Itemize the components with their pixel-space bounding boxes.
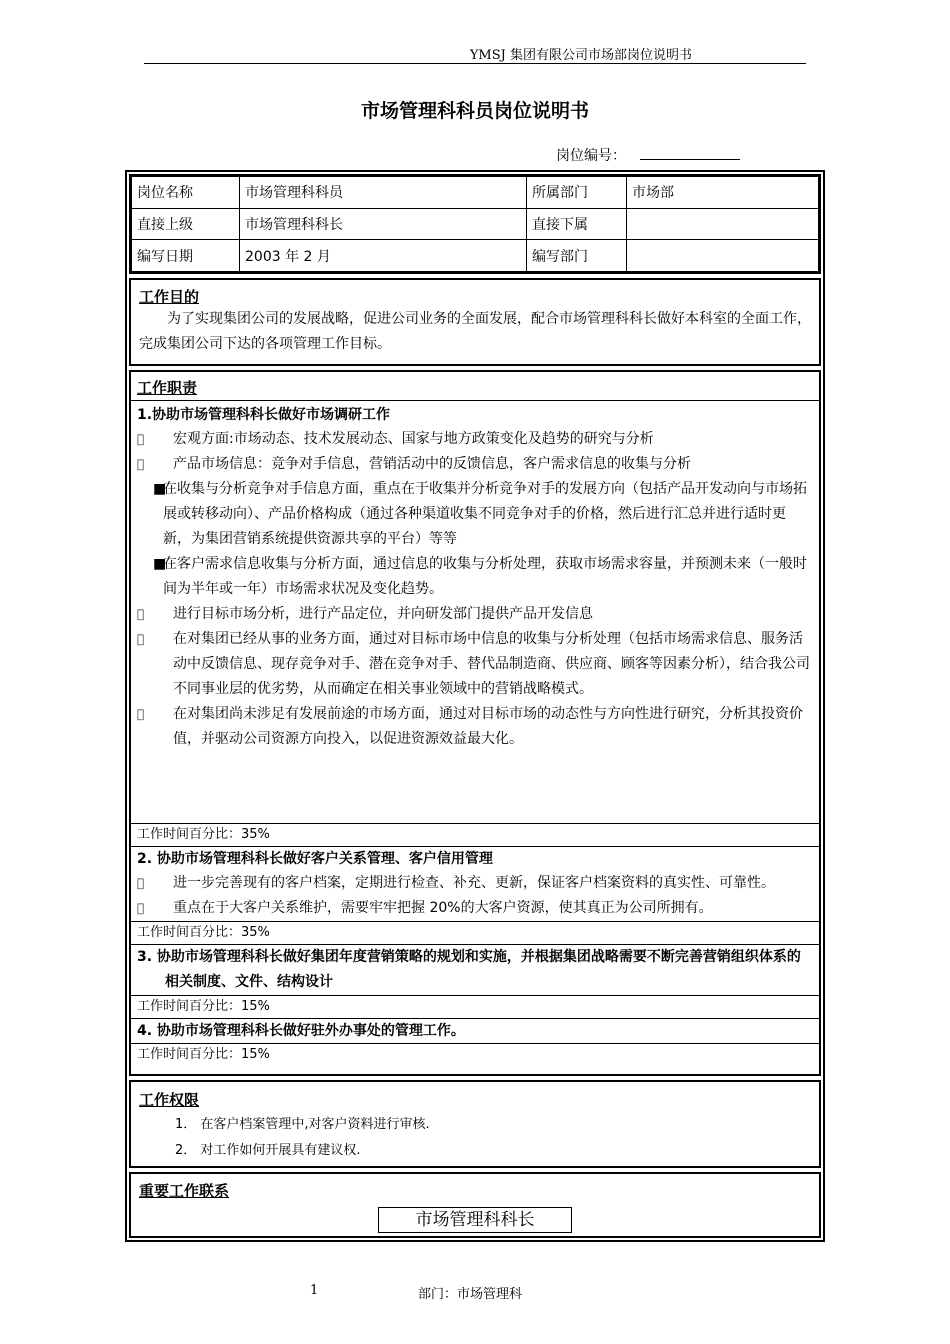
post-number-blank[interactable] <box>640 145 740 160</box>
list-item: 进一步完善现有的客户档案，定期进行检查、补充、更新，保证客户档案资料的真实性、可靠性。 <box>137 871 813 896</box>
duty-1 <box>131 400 819 823</box>
square-bullet-icon: ■ <box>153 556 167 572</box>
duty-3-percentage: 工作时间百分比：15% <box>131 995 819 1018</box>
duty-2-heading: 2. 协助市场管理科科长做好客户关系管理、客户信用管理 <box>137 851 493 867</box>
relations-section <box>129 1172 821 1238</box>
page-number: 1 <box>310 1283 319 1298</box>
purpose-text: 为了实现集团公司的发展战略，促进公司业务的全面发展，配合市场管理科科长做好本科室的全面工作，完成集团公司下达的各项管理工作目标。 <box>139 311 811 352</box>
list-item: 进行目标市场分析，进行产品定位，并向研发部门提供产品开发信息 <box>137 602 813 627</box>
duties-section <box>129 370 821 1076</box>
table-row <box>132 177 819 209</box>
list-item: 宏观方面:市场动态、技术发展动态、国家与地方政策变化及趋势的研究与分析 <box>137 427 813 452</box>
list-item: 2． 对工作如何开展具有建议权. <box>175 1143 361 1158</box>
info-table-box <box>129 174 821 274</box>
duty-4 <box>131 1018 819 1043</box>
table-row <box>132 240 819 272</box>
table-cell: 市场管理科科长 <box>240 208 527 240</box>
bullet-icon <box>137 702 173 752</box>
table-cell: 2003 年 2 月 <box>240 240 527 272</box>
duty-1-percentage: 工作时间百分比：35% <box>131 823 819 846</box>
bullet-icon <box>137 627 173 702</box>
relations-title: 重要工作联系 <box>139 1182 230 1200</box>
bullet-icon <box>137 452 173 477</box>
duty-3 <box>131 944 819 995</box>
bullet-icon <box>137 602 173 627</box>
table-cell: 市场管理科科员 <box>240 177 527 209</box>
duty-4-percentage: 工作时间百分比：15% <box>131 1043 819 1066</box>
duty-3-heading: 3. 协助市场管理科科长做好集团年度营销策略的规划和实施，并根据集团战略需要不断完善营销组织体系的相关制度、文件、结构设计 <box>137 949 801 990</box>
table-cell <box>627 208 819 240</box>
square-bullet-icon: ■ <box>153 481 167 497</box>
bullet-icon <box>137 871 173 896</box>
purpose-section <box>129 278 821 366</box>
list-item: 在对集团已经从事的业务方面，通过对目标市场中信息的收集与分析处理（包括市场需求信息、服务活动中反馈信息、现存竞争对手、潜在竞争对手、替代品制造商、供应商、顾客等因素分析），结合我公司不同事业层的优劣势，从而确定在相关事业领域中的营销战略模式。 <box>137 627 813 702</box>
authority-section <box>129 1080 821 1168</box>
authority-title: 工作权限 <box>139 1091 200 1109</box>
table-cell: 编写日期 <box>132 240 240 272</box>
table-cell: 直接下属 <box>527 208 627 240</box>
bullet-icon <box>137 427 173 452</box>
header-divider <box>144 63 806 64</box>
list-item: 1． 在客户档案管理中,对客户资料进行审核. <box>175 1117 430 1132</box>
table-cell: 岗位名称 <box>132 177 240 209</box>
page-title: 市场管理科科员岗位说明书 <box>360 100 589 122</box>
post-number-label: 岗位编号： <box>556 148 626 164</box>
list-item: ■ 在收集与分析竞争对手信息方面，重点在于收集并分析竞争对手的发展方向（包括产品开发动向与市场拓展或转移动向）、产品价格构成（通过各种渠道收集不同竞争对手的价格，然后进行汇总并进行适时更新，为集团营销系统提供资源共享的平台）等等 <box>137 477 813 552</box>
list-item: ■ 在客户需求信息收集与分析方面，通过信息的收集与分析处理，获取市场需求容量，并预测未来（一般时间为半年或一年）市场需求状况及变化趋势。 <box>137 552 813 602</box>
duty-1-heading: 1.协助市场管理科科长做好市场调研工作 <box>137 407 391 423</box>
page-header: YMSJ 集团有限公司市场部岗位说明书 <box>469 48 692 63</box>
table-cell: 市场部 <box>627 177 819 209</box>
list-item: 重点在于大客户关系维护，需要牢牢把握 20%的大客户资源，使其真正为公司所拥有。 <box>137 896 813 921</box>
list-item: 产品市场信息：竞争对手信息，营销活动中的反馈信息，客户需求信息的收集与分析 <box>137 452 813 477</box>
footer-department: 部门：市场管理科 <box>418 1287 523 1302</box>
table-cell: 编写部门 <box>527 240 627 272</box>
post-number <box>556 145 740 165</box>
duties-title: 工作职责 <box>137 379 198 397</box>
table-row <box>132 208 819 240</box>
duty-4-heading: 4. 协助市场管理科科长做好驻外办事处的管理工作。 <box>137 1023 465 1039</box>
info-table <box>131 176 819 272</box>
table-cell: 直接上级 <box>132 208 240 240</box>
table-cell: 所属部门 <box>527 177 627 209</box>
bullet-icon <box>137 896 173 921</box>
relations-contact-box: 市场管理科科长 <box>378 1207 572 1233</box>
purpose-title: 工作目的 <box>139 288 200 306</box>
list-item: 在对集团尚未涉足有发展前途的市场方面，通过对目标市场的动态性与方向性进行研究，分析其投资价值，并驱动公司资源方向投入，以促进资源效益最大化。 <box>137 702 813 752</box>
table-cell <box>627 240 819 272</box>
duty-2-percentage: 工作时间百分比：35% <box>131 921 819 944</box>
duty-2 <box>131 846 819 921</box>
